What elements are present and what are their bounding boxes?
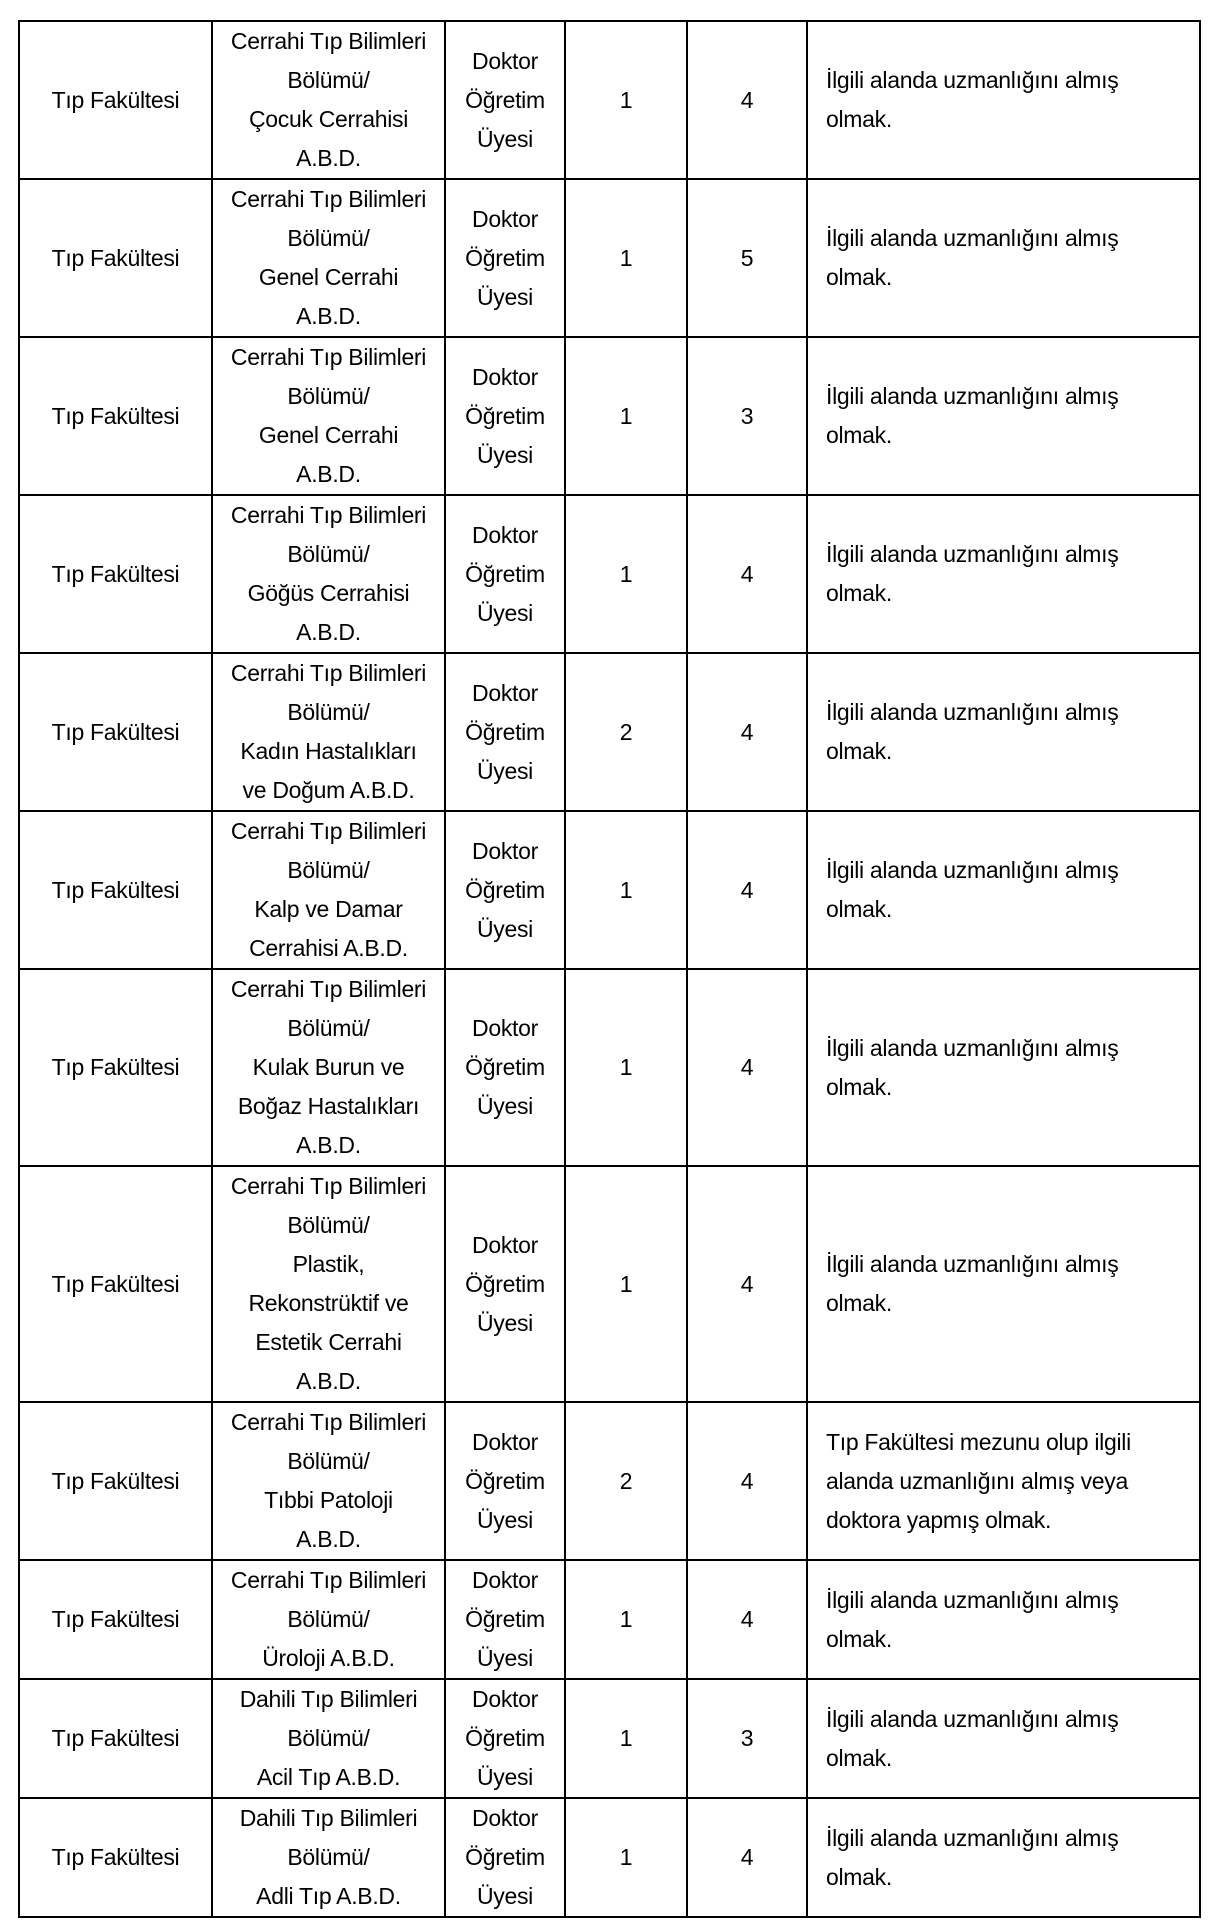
department-cell xyxy=(212,969,445,1166)
faculty-cell: Tıp Fakültesi xyxy=(19,1679,212,1798)
title-line: Üyesi xyxy=(476,1093,533,1119)
requirement-cell xyxy=(807,1679,1200,1798)
title-line: Doktor xyxy=(472,1428,538,1455)
department-line: Cerrahi Tıp Bilimleri xyxy=(230,1567,427,1593)
department-line: Dahili Tıp Bilimleri xyxy=(239,1686,418,1712)
position-count-cell: 1 xyxy=(565,1166,687,1402)
requirement-line: İlgili alanda uzmanlığını almış olmak. xyxy=(826,699,1119,764)
table-row xyxy=(19,1560,1200,1679)
title-cell xyxy=(445,811,565,969)
title-line: Doktor xyxy=(472,363,538,390)
requirement-cell xyxy=(807,653,1200,811)
table-row xyxy=(19,495,1200,653)
title-line: Üyesi xyxy=(476,441,533,468)
title-line: Doktor xyxy=(472,1231,538,1258)
degree-cell: 4 xyxy=(687,21,807,179)
position-count-cell: 1 xyxy=(565,21,687,179)
requirement-cell xyxy=(807,1560,1200,1679)
position-count-cell: 1 xyxy=(565,1679,687,1798)
department-line: Plastik, xyxy=(292,1251,365,1277)
title-cell xyxy=(445,969,565,1166)
faculty-cell: Tıp Fakültesi xyxy=(19,811,212,969)
degree-cell: 3 xyxy=(687,1679,807,1798)
position-count-cell: 2 xyxy=(565,1402,687,1560)
title-cell xyxy=(445,1679,565,1798)
requirement-line: İlgili alanda uzmanlığını almış olmak. xyxy=(826,857,1119,922)
title-line: Üyesi xyxy=(476,1309,533,1336)
table-body xyxy=(19,21,1200,1917)
department-cell xyxy=(212,811,445,969)
faculty-cell: Tıp Fakültesi xyxy=(19,1560,212,1679)
position-count-cell: 1 xyxy=(565,179,687,337)
title-line: Üyesi xyxy=(476,1883,533,1909)
department-cell xyxy=(212,1679,445,1798)
degree-cell: 4 xyxy=(687,495,807,653)
department-line: Cerrahi Tıp Bilimleri xyxy=(230,28,427,54)
department-line: Cerrahi Tıp Bilimleri xyxy=(230,1409,427,1435)
requirement-cell xyxy=(807,337,1200,495)
requirement-cell xyxy=(807,1798,1200,1917)
department-line: Bölümü/ xyxy=(287,857,370,883)
title-cell xyxy=(445,1560,565,1679)
title-line: Öğretim xyxy=(465,718,545,745)
department-line: Cerrahi Tıp Bilimleri xyxy=(230,186,427,212)
staff-positions-table-wrapper xyxy=(18,20,1201,1918)
department-cell xyxy=(212,21,445,179)
title-line: Üyesi xyxy=(476,125,533,152)
requirement-line: İlgili alanda uzmanlığını almış olmak. xyxy=(826,225,1119,290)
title-cell xyxy=(445,495,565,653)
requirement-line: alanda uzmanlığını almış veya xyxy=(826,1467,1128,1494)
faculty-cell: Tıp Fakültesi xyxy=(19,495,212,653)
position-count-cell: 1 xyxy=(565,495,687,653)
position-count-cell: 1 xyxy=(565,337,687,495)
faculty-cell: Tıp Fakültesi xyxy=(19,653,212,811)
table-row xyxy=(19,1679,1200,1798)
title-line: Öğretim xyxy=(465,1467,545,1494)
faculty-cell: Tıp Fakültesi xyxy=(19,21,212,179)
title-line: Öğretim xyxy=(465,560,545,587)
department-line: A.B.D. xyxy=(296,1368,361,1394)
title-line: Üyesi xyxy=(476,1645,533,1671)
department-line: Cerrahi Tıp Bilimleri xyxy=(230,502,427,528)
title-cell xyxy=(445,1798,565,1917)
table-row xyxy=(19,21,1200,179)
title-line: Üyesi xyxy=(476,915,533,942)
title-line: Doktor xyxy=(472,679,538,706)
department-line: Genel Cerrahi xyxy=(258,422,399,448)
department-line: Bölümü/ xyxy=(287,383,370,409)
department-line: A.B.D. xyxy=(296,1526,361,1552)
department-line: Bölümü/ xyxy=(287,699,370,725)
title-line: Üyesi xyxy=(476,599,533,626)
title-cell xyxy=(445,337,565,495)
department-line: Dahili Tıp Bilimleri xyxy=(239,1805,418,1831)
title-cell xyxy=(445,1166,565,1402)
department-line: Cerrahi Tıp Bilimleri xyxy=(230,660,427,686)
department-line: A.B.D. xyxy=(296,619,361,645)
table-row xyxy=(19,337,1200,495)
department-line: Kadın Hastalıkları xyxy=(240,738,417,764)
title-line: Öğretim xyxy=(465,876,545,903)
title-cell xyxy=(445,21,565,179)
department-line: Bölümü/ xyxy=(287,1606,370,1632)
title-line: Doktor xyxy=(472,521,538,548)
department-cell xyxy=(212,179,445,337)
department-line: Bölümü/ xyxy=(287,541,370,567)
table-row xyxy=(19,1402,1200,1560)
requirement-cell xyxy=(807,811,1200,969)
degree-cell: 4 xyxy=(687,1560,807,1679)
faculty-cell: Tıp Fakültesi xyxy=(19,1402,212,1560)
faculty-cell: Tıp Fakültesi xyxy=(19,969,212,1166)
title-line: Doktor xyxy=(472,1686,538,1712)
department-line: Estetik Cerrahi xyxy=(255,1329,402,1355)
staff-positions-table xyxy=(18,20,1201,1918)
department-line: Cerrahi Tıp Bilimleri xyxy=(230,344,427,370)
title-line: Öğretim xyxy=(465,86,545,113)
title-line: Üyesi xyxy=(476,283,533,310)
requirement-line: İlgili alanda uzmanlığını almış olmak. xyxy=(826,1034,1119,1100)
department-line: A.B.D. xyxy=(296,461,361,487)
department-line: Acil Tıp A.B.D. xyxy=(256,1764,401,1790)
title-line: Öğretim xyxy=(465,1054,545,1080)
table-row xyxy=(19,969,1200,1166)
title-cell xyxy=(445,653,565,811)
table-row xyxy=(19,1798,1200,1917)
department-line: Adli Tıp A.B.D. xyxy=(256,1883,401,1909)
degree-cell: 4 xyxy=(687,1798,807,1917)
requirement-line: İlgili alanda uzmanlığını almış olmak. xyxy=(826,1251,1119,1316)
requirement-cell xyxy=(807,495,1200,653)
title-line: Doktor xyxy=(472,1567,538,1593)
department-line: Rekonstrüktif ve xyxy=(248,1290,409,1316)
degree-cell: 4 xyxy=(687,969,807,1166)
position-count-cell: 1 xyxy=(565,811,687,969)
requirement-cell xyxy=(807,1402,1200,1560)
department-line: Tıbbi Patoloji xyxy=(264,1487,393,1513)
requirement-line: İlgili alanda uzmanlığını almış olmak. xyxy=(826,383,1119,448)
department-cell xyxy=(212,653,445,811)
requirement-cell xyxy=(807,179,1200,337)
requirement-line: İlgili alanda uzmanlığını almış olmak. xyxy=(826,1824,1119,1890)
requirement-line: İlgili alanda uzmanlığını almış olmak. xyxy=(826,67,1119,132)
department-line: Cerrahi Tıp Bilimleri xyxy=(230,976,427,1002)
title-line: Üyesi xyxy=(476,1764,533,1790)
department-line: Cerrahi Tıp Bilimleri xyxy=(230,1173,427,1199)
title-line: Öğretim xyxy=(465,402,545,429)
department-line: Bölümü/ xyxy=(287,67,370,93)
title-line: Üyesi xyxy=(476,757,533,784)
title-line: Öğretim xyxy=(465,1270,545,1297)
department-line: ve Doğum A.B.D. xyxy=(242,777,415,803)
title-line: Öğretim xyxy=(465,1725,545,1751)
department-cell xyxy=(212,337,445,495)
department-cell xyxy=(212,1166,445,1402)
department-line: Kalp ve Damar xyxy=(254,896,403,922)
faculty-cell: Tıp Fakültesi xyxy=(19,337,212,495)
department-cell xyxy=(212,1798,445,1917)
requirement-line: İlgili alanda uzmanlığını almış olmak. xyxy=(826,1705,1119,1771)
department-line: Üroloji A.B.D. xyxy=(262,1645,395,1671)
department-cell xyxy=(212,1560,445,1679)
position-count-cell: 1 xyxy=(565,969,687,1166)
requirement-line: Tıp Fakültesi mezunu olup ilgili xyxy=(826,1428,1131,1455)
department-line: Genel Cerrahi xyxy=(258,264,399,290)
title-cell xyxy=(445,179,565,337)
degree-cell: 3 xyxy=(687,337,807,495)
faculty-cell: Tıp Fakültesi xyxy=(19,179,212,337)
requirement-cell xyxy=(807,969,1200,1166)
degree-cell: 4 xyxy=(687,1402,807,1560)
title-line: Doktor xyxy=(472,1015,538,1041)
position-count-cell: 2 xyxy=(565,653,687,811)
department-line: Kulak Burun ve xyxy=(252,1054,405,1080)
degree-cell: 4 xyxy=(687,653,807,811)
position-count-cell: 1 xyxy=(565,1798,687,1917)
department-line: Cerrahisi A.B.D. xyxy=(249,935,408,961)
title-cell xyxy=(445,1402,565,1560)
requirement-cell xyxy=(807,1166,1200,1402)
title-line: Doktor xyxy=(472,837,538,864)
department-cell xyxy=(212,495,445,653)
department-line: Bölümü/ xyxy=(287,1844,370,1870)
department-line: A.B.D. xyxy=(296,145,361,171)
department-line: Cerrahi Tıp Bilimleri xyxy=(230,818,427,844)
requirement-line: İlgili alanda uzmanlığını almış olmak. xyxy=(826,1586,1119,1652)
department-line: Bölümü/ xyxy=(287,1212,370,1238)
title-line: Üyesi xyxy=(476,1506,533,1533)
faculty-cell: Tıp Fakültesi xyxy=(19,1798,212,1917)
table-row xyxy=(19,811,1200,969)
title-line: Öğretim xyxy=(465,244,545,271)
requirement-cell xyxy=(807,21,1200,179)
department-line: Göğüs Cerrahisi xyxy=(247,580,410,606)
table-row xyxy=(19,179,1200,337)
table-row xyxy=(19,653,1200,811)
department-line: Bölümü/ xyxy=(287,1015,370,1041)
requirement-line: İlgili alanda uzmanlığını almış olmak. xyxy=(826,541,1119,606)
degree-cell: 5 xyxy=(687,179,807,337)
title-line: Öğretim xyxy=(465,1844,545,1870)
degree-cell: 4 xyxy=(687,1166,807,1402)
position-count-cell: 1 xyxy=(565,1560,687,1679)
title-line: Öğretim xyxy=(465,1606,545,1632)
faculty-cell: Tıp Fakültesi xyxy=(19,1166,212,1402)
department-cell xyxy=(212,1402,445,1560)
department-line: Çocuk Cerrahisi xyxy=(248,106,409,132)
department-line: Boğaz Hastalıkları xyxy=(237,1093,420,1119)
title-line: Doktor xyxy=(472,47,538,74)
department-line: Bölümü/ xyxy=(287,225,370,251)
title-line: Doktor xyxy=(472,1805,538,1831)
department-line: A.B.D. xyxy=(296,1132,361,1158)
title-line: Doktor xyxy=(472,205,538,232)
department-line: A.B.D. xyxy=(296,303,361,329)
degree-cell: 4 xyxy=(687,811,807,969)
department-line: Bölümü/ xyxy=(287,1448,370,1474)
requirement-line: doktora yapmış olmak. xyxy=(826,1506,1052,1533)
table-row xyxy=(19,1166,1200,1402)
department-line: Bölümü/ xyxy=(287,1725,370,1751)
